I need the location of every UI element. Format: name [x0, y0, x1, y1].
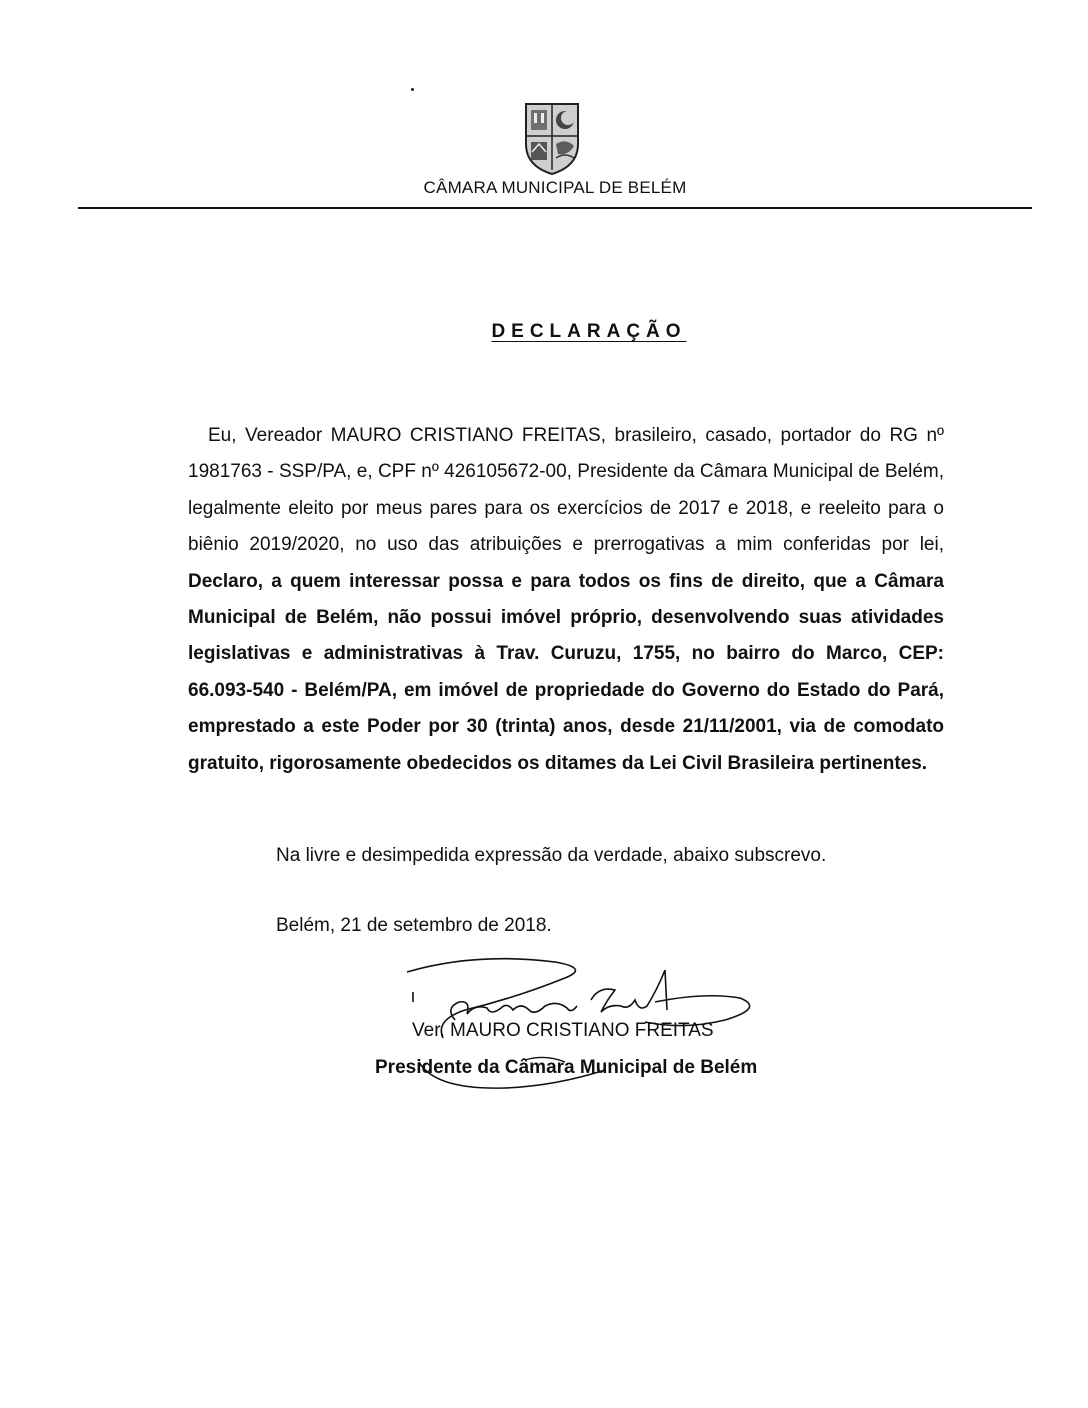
- document-title-text: DECLARAÇÃO: [491, 321, 687, 342]
- document-title: [0, 321, 1088, 343]
- date-line: Belém, 21 de setembro de 2018.: [276, 915, 552, 936]
- institution-name: CÂMARA MUNICIPAL DE BELÉM: [423, 178, 687, 197]
- header-divider: [78, 207, 1032, 209]
- signer-role: Presidente da Câmara Municipal de Belém: [375, 1057, 758, 1078]
- coat-of-arms-icon: [522, 100, 582, 176]
- closing-statement: Na livre e desimpedida expressão da verdade, abaixo subscrevo.: [276, 845, 827, 866]
- declaration-paragraph: [188, 418, 944, 782]
- paragraph-regular: Eu, Vereador MAURO CRISTIANO FREITAS, brasileiro, casado, portador do RG nº 1981763 - SSP/PA, e, CPF nº 426105672-00, Presidente da Câmara Municipal de Belém, legalmente eleito por meus pares para os exercícios de 2017 e 2018, e reeleito para o biênio 2019/2020, no uso das atribuições e prerrogativas a mim conferidas por lei,: [188, 425, 944, 556]
- paragraph-bold: Declaro, a quem interessar possa e para todos os fins de direito, que a Câmara Municipal de Belém, não possui imóvel próprio, desenvolvendo suas atividades legislativas e administrativas à Trav. Curuzu, 1755, no bairro do Marco, CEP: 66.093-540 - Belém/PA, em imóvel de propriedade do Governo do Estado do Pará, emprestado a este Poder por 30 (trinta) anos, desde 21/11/2001, via de comodato gratuito, rigorosamente obedecidos os ditames da Lei Civil Brasileira pertinentes.: [188, 570, 944, 774]
- signer-name: Ver. MAURO CRISTIANO FREITAS: [412, 1020, 714, 1041]
- scan-speck: [411, 88, 414, 91]
